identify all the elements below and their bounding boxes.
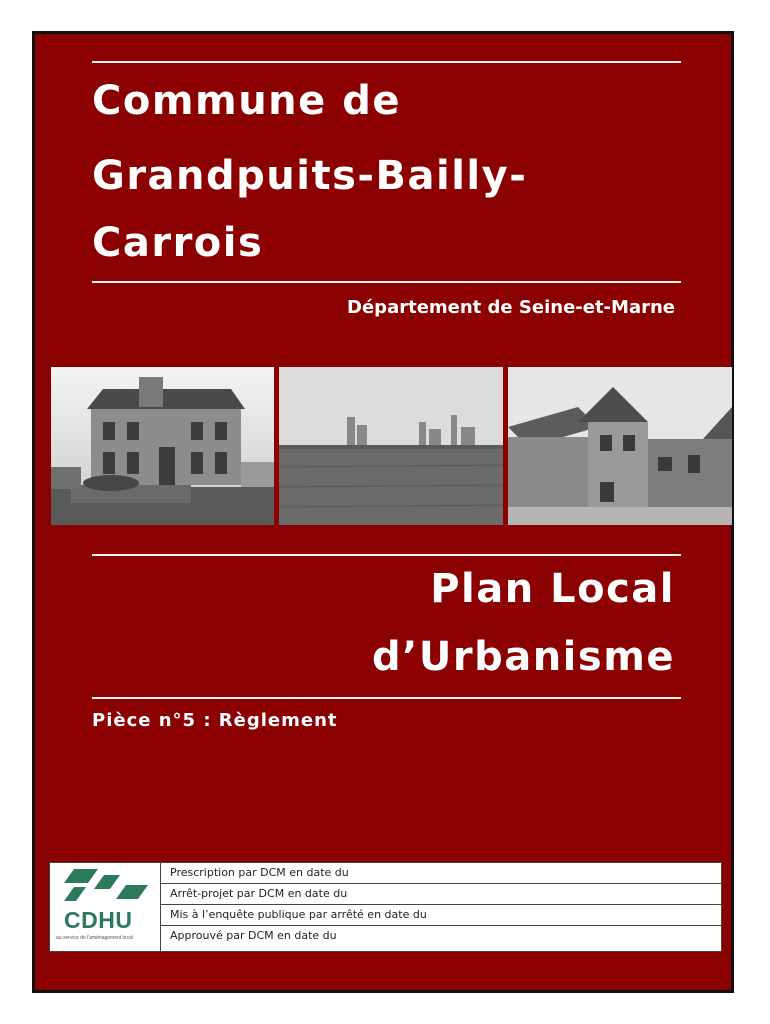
- farm-building-photo-icon: [508, 367, 732, 525]
- cover-page: [32, 31, 734, 993]
- cdhu-logo-subtitle: au service de l'aménagement local: [56, 935, 133, 941]
- cdhu-logo: [50, 863, 161, 951]
- approval-list: [160, 863, 721, 947]
- commune-title-line-2: Grandpuits-Bailly-: [92, 153, 528, 199]
- department-label: Département de Seine-et-Marne: [347, 297, 675, 318]
- plu-title-line-2: d’Urbanisme: [372, 634, 675, 680]
- top-rule: [92, 61, 681, 63]
- cdhu-logo-mark-icon: [50, 863, 160, 907]
- approval-row-prescription: Prescription par DCM en date du: [160, 863, 721, 884]
- field-silos-photo-icon: [279, 367, 503, 525]
- piece-label: Pièce n°5 : Règlement: [92, 710, 338, 731]
- approval-row-arret-projet: Arrêt-projet par DCM en date du: [160, 884, 721, 905]
- title-bottom-rule: [92, 281, 681, 283]
- plu-bottom-rule: [92, 697, 681, 699]
- middle-rule: [92, 554, 681, 556]
- town-hall-photo-icon: [51, 367, 274, 525]
- commune-title-line-1: Commune de: [92, 78, 401, 124]
- approval-row-enquete: Mis à l’enquête publique par arrêté en date du: [160, 905, 721, 926]
- approval-box: [49, 862, 722, 952]
- commune-title-line-3: Carrois: [92, 220, 264, 266]
- plu-title-line-1: Plan Local: [430, 566, 675, 612]
- approval-row-approuve: Approuvé par DCM en date du: [170, 929, 337, 942]
- cdhu-logo-text: CDHU: [64, 907, 133, 933]
